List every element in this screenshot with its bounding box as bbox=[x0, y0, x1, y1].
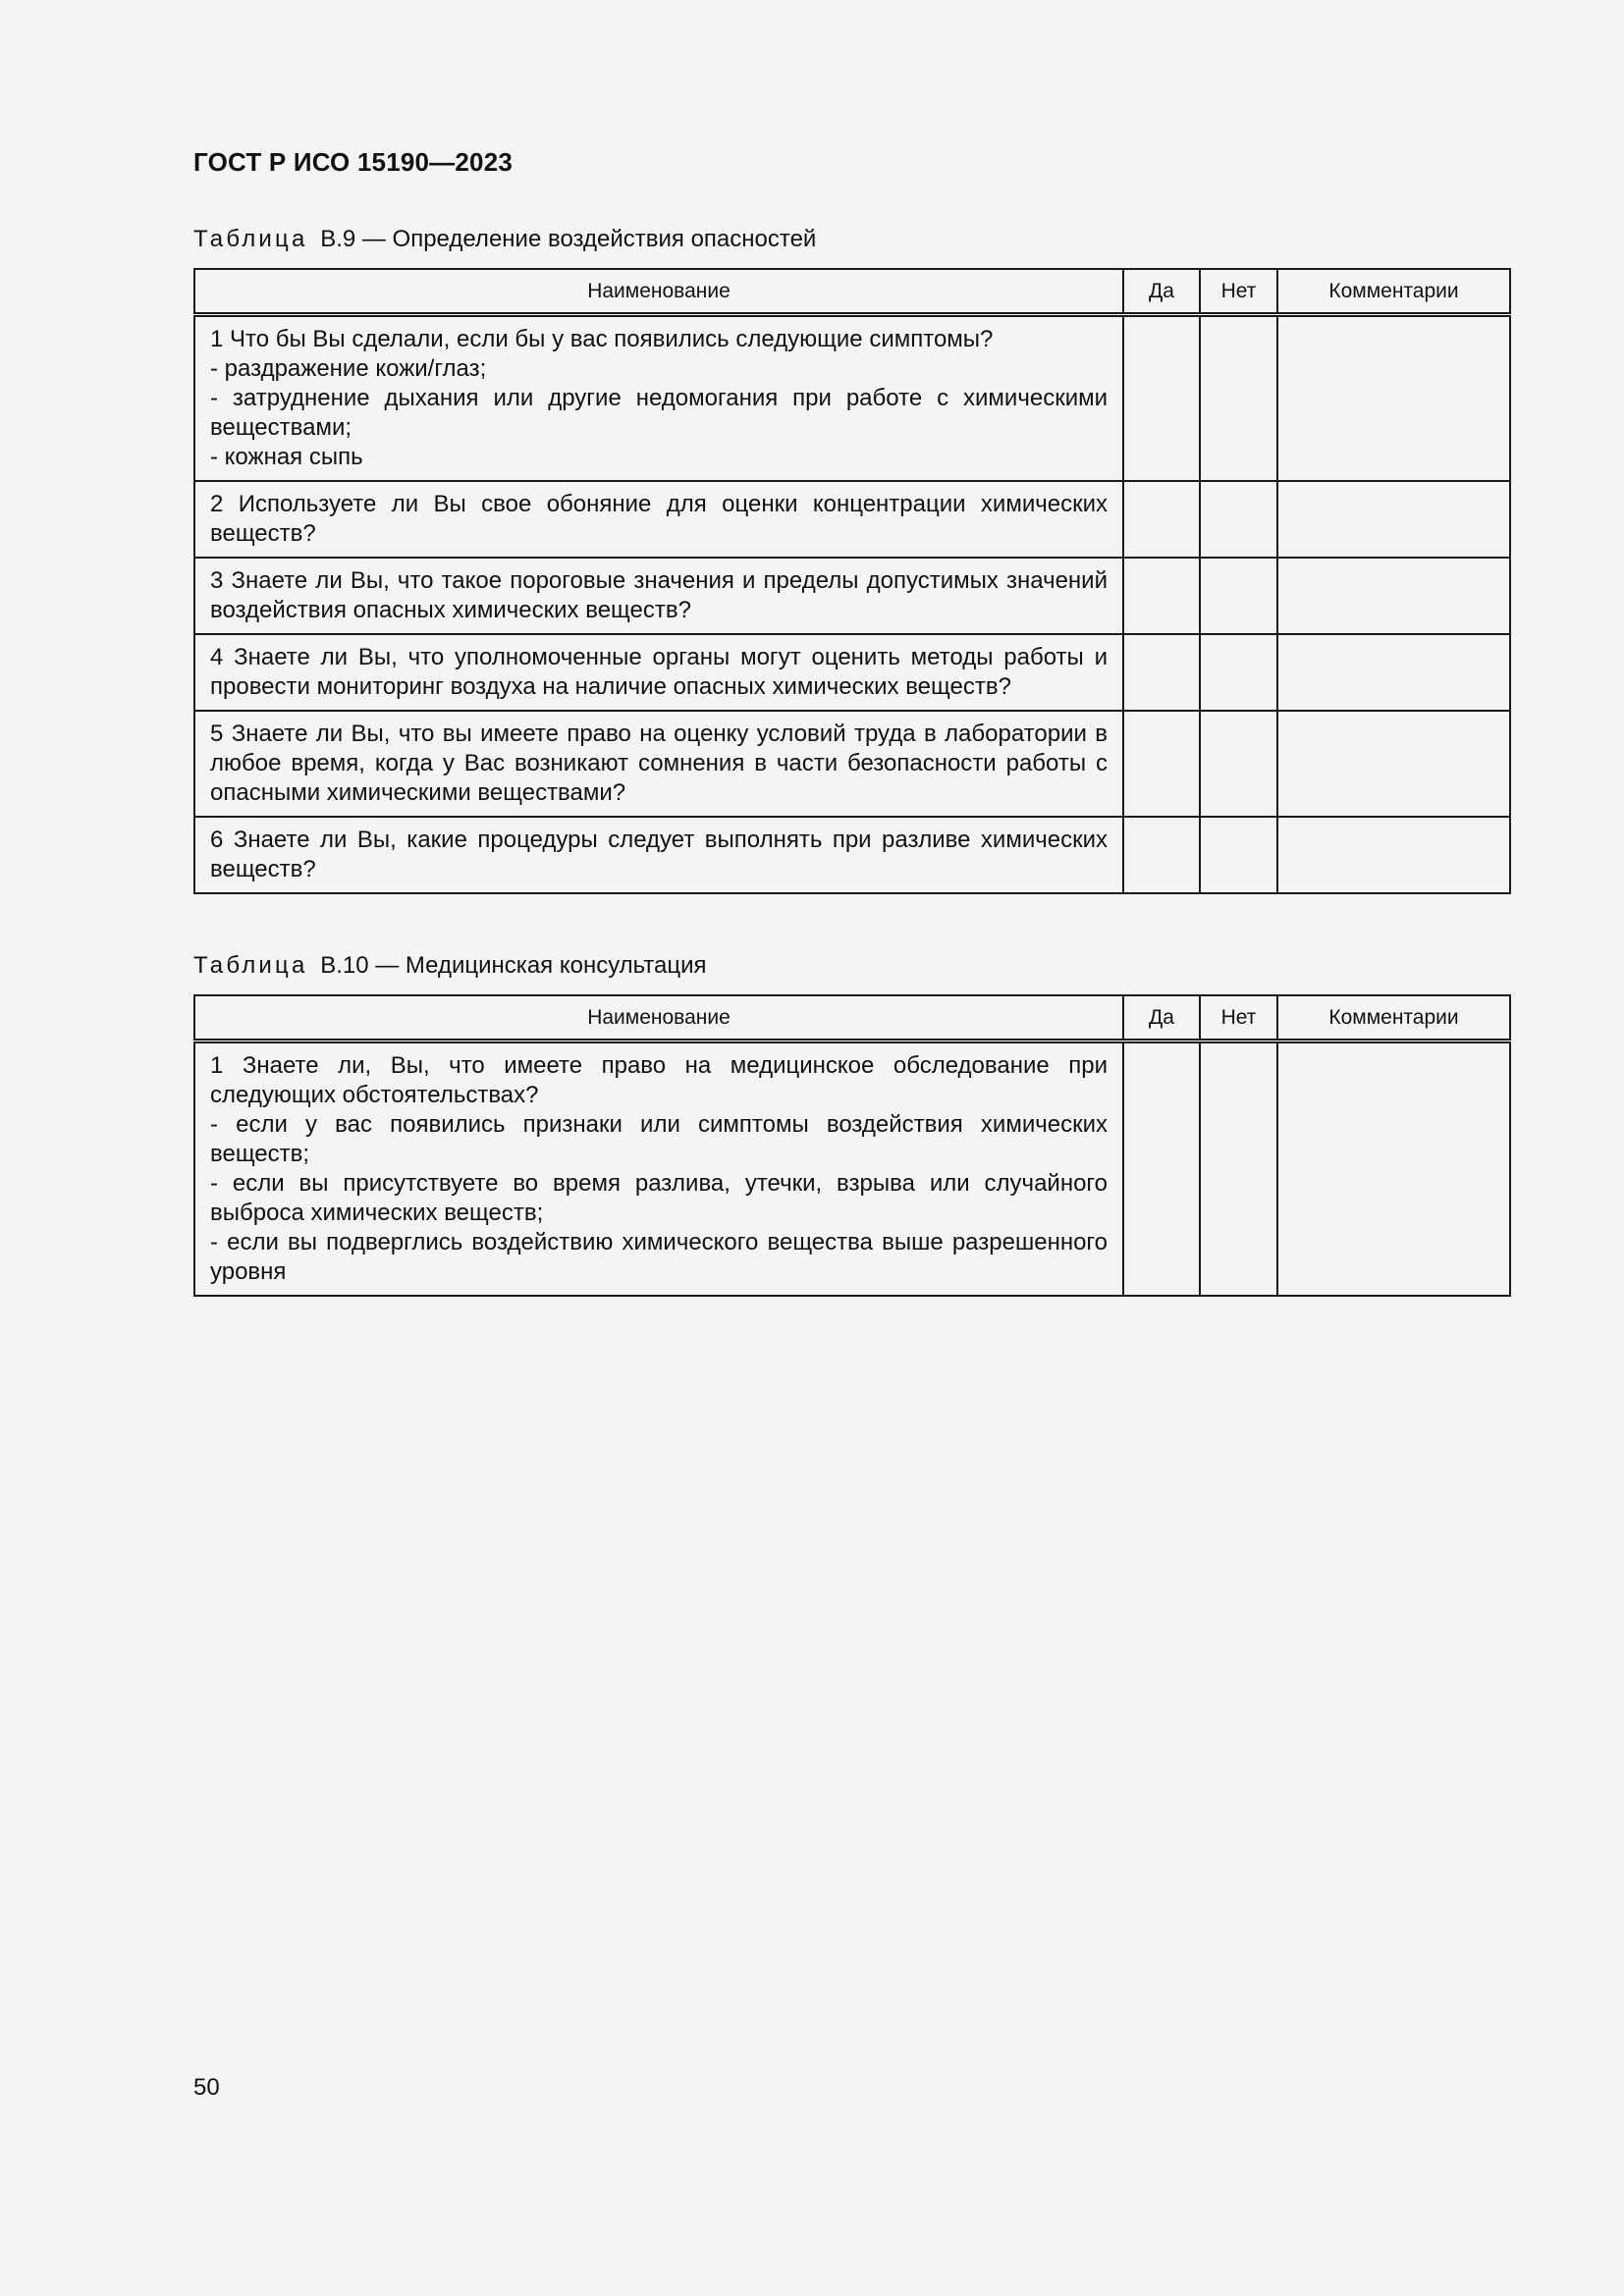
question-text-line: - если вы присутствуете во время разлива, утечки, взрыва или случайного выброса химических веществ; bbox=[210, 1170, 1108, 1226]
answer-no-cell[interactable] bbox=[1200, 315, 1277, 482]
question-text-line: 2 Используете ли Вы свое обоняние для оценки концентрации химических веществ? bbox=[210, 491, 1108, 547]
question-text-line: - затруднение дыхания или другие недомогания при работе с химическими веществами; bbox=[210, 385, 1108, 441]
question-cell bbox=[194, 711, 1123, 817]
answer-yes-cell[interactable] bbox=[1123, 634, 1200, 711]
answer-yes-cell[interactable] bbox=[1123, 481, 1200, 558]
table-caption-prefix: Таблица bbox=[193, 226, 308, 252]
table-row bbox=[194, 315, 1510, 482]
comments-cell[interactable] bbox=[1277, 634, 1510, 711]
column-header-name: Наименование bbox=[194, 995, 1123, 1041]
hazard-exposure-table bbox=[193, 268, 1511, 894]
document-header: ГОСТ Р ИСО 15190—2023 bbox=[193, 147, 514, 177]
medical-consultation-table bbox=[193, 994, 1511, 1297]
answer-yes-cell[interactable] bbox=[1123, 1041, 1200, 1297]
table-caption-prefix: Таблица bbox=[193, 952, 308, 979]
question-cell bbox=[194, 634, 1123, 711]
comments-cell[interactable] bbox=[1277, 558, 1510, 634]
question-text-line: 5 Знаете ли Вы, что вы имеете право на оценку условий труда в лаборатории в любое время, когда у Вас возникают сомнения в части безопасности работы с опасными химическими веществами? bbox=[210, 721, 1108, 806]
table-row bbox=[194, 481, 1510, 558]
comments-cell[interactable] bbox=[1277, 481, 1510, 558]
answer-yes-cell[interactable] bbox=[1123, 711, 1200, 817]
question-text-line: 3 Знаете ли Вы, что такое пороговые значения и пределы допустимых значений воздействия опасных химических веществ? bbox=[210, 567, 1108, 623]
column-header-no: Нет bbox=[1200, 269, 1277, 315]
question-text-line: - кожная сыпь bbox=[210, 444, 363, 470]
answer-no-cell[interactable] bbox=[1200, 711, 1277, 817]
table-caption-b10 bbox=[193, 952, 707, 980]
table-caption-text: В.10 — Медицинская консультация bbox=[320, 952, 707, 979]
question-text-line: 1 Что бы Вы сделали, если бы у вас появились следующие симптомы? bbox=[210, 326, 994, 352]
answer-yes-cell[interactable] bbox=[1123, 315, 1200, 482]
table-header-row bbox=[194, 995, 1510, 1041]
page-number: 50 bbox=[193, 2074, 220, 2101]
comments-cell[interactable] bbox=[1277, 817, 1510, 893]
table-caption-b9 bbox=[193, 226, 816, 253]
answer-yes-cell[interactable] bbox=[1123, 558, 1200, 634]
answer-no-cell[interactable] bbox=[1200, 634, 1277, 711]
question-text-line: - если у вас появились признаки или симптомы воздействия химических веществ; bbox=[210, 1111, 1108, 1167]
comments-cell[interactable] bbox=[1277, 711, 1510, 817]
comments-cell[interactable] bbox=[1277, 315, 1510, 482]
column-header-no: Нет bbox=[1200, 995, 1277, 1041]
comments-cell[interactable] bbox=[1277, 1041, 1510, 1297]
column-header-yes: Да bbox=[1123, 269, 1200, 315]
column-header-comments: Комментарии bbox=[1277, 995, 1510, 1041]
question-text-line: 6 Знаете ли Вы, какие процедуры следует выполнять при разливе химических веществ? bbox=[210, 827, 1108, 882]
table-caption-text: В.9 — Определение воздействия опасностей bbox=[320, 226, 817, 252]
question-text-line: 4 Знаете ли Вы, что уполномоченные органы могут оценить методы работы и провести мониторинг воздуха на наличие опасных химических веществ? bbox=[210, 644, 1108, 700]
column-header-name: Наименование bbox=[194, 269, 1123, 315]
question-cell bbox=[194, 481, 1123, 558]
table-row bbox=[194, 634, 1510, 711]
table-row bbox=[194, 711, 1510, 817]
answer-yes-cell[interactable] bbox=[1123, 817, 1200, 893]
table-header-row bbox=[194, 269, 1510, 315]
column-header-yes: Да bbox=[1123, 995, 1200, 1041]
table-row bbox=[194, 1041, 1510, 1297]
answer-no-cell[interactable] bbox=[1200, 481, 1277, 558]
column-header-comments: Комментарии bbox=[1277, 269, 1510, 315]
table-row bbox=[194, 817, 1510, 893]
question-text-line: 1 Знаете ли, Вы, что имеете право на медицинское обследование при следующих обстоятельствах? bbox=[210, 1052, 1108, 1108]
question-cell bbox=[194, 1041, 1123, 1297]
table-row bbox=[194, 558, 1510, 634]
answer-no-cell[interactable] bbox=[1200, 558, 1277, 634]
question-cell bbox=[194, 315, 1123, 482]
answer-no-cell[interactable] bbox=[1200, 1041, 1277, 1297]
question-text-line: - если вы подверглись воздействию химического вещества выше разрешенного уровня bbox=[210, 1229, 1108, 1285]
question-text-line: - раздражение кожи/глаз; bbox=[210, 355, 487, 382]
question-cell bbox=[194, 558, 1123, 634]
answer-no-cell[interactable] bbox=[1200, 817, 1277, 893]
question-cell bbox=[194, 817, 1123, 893]
